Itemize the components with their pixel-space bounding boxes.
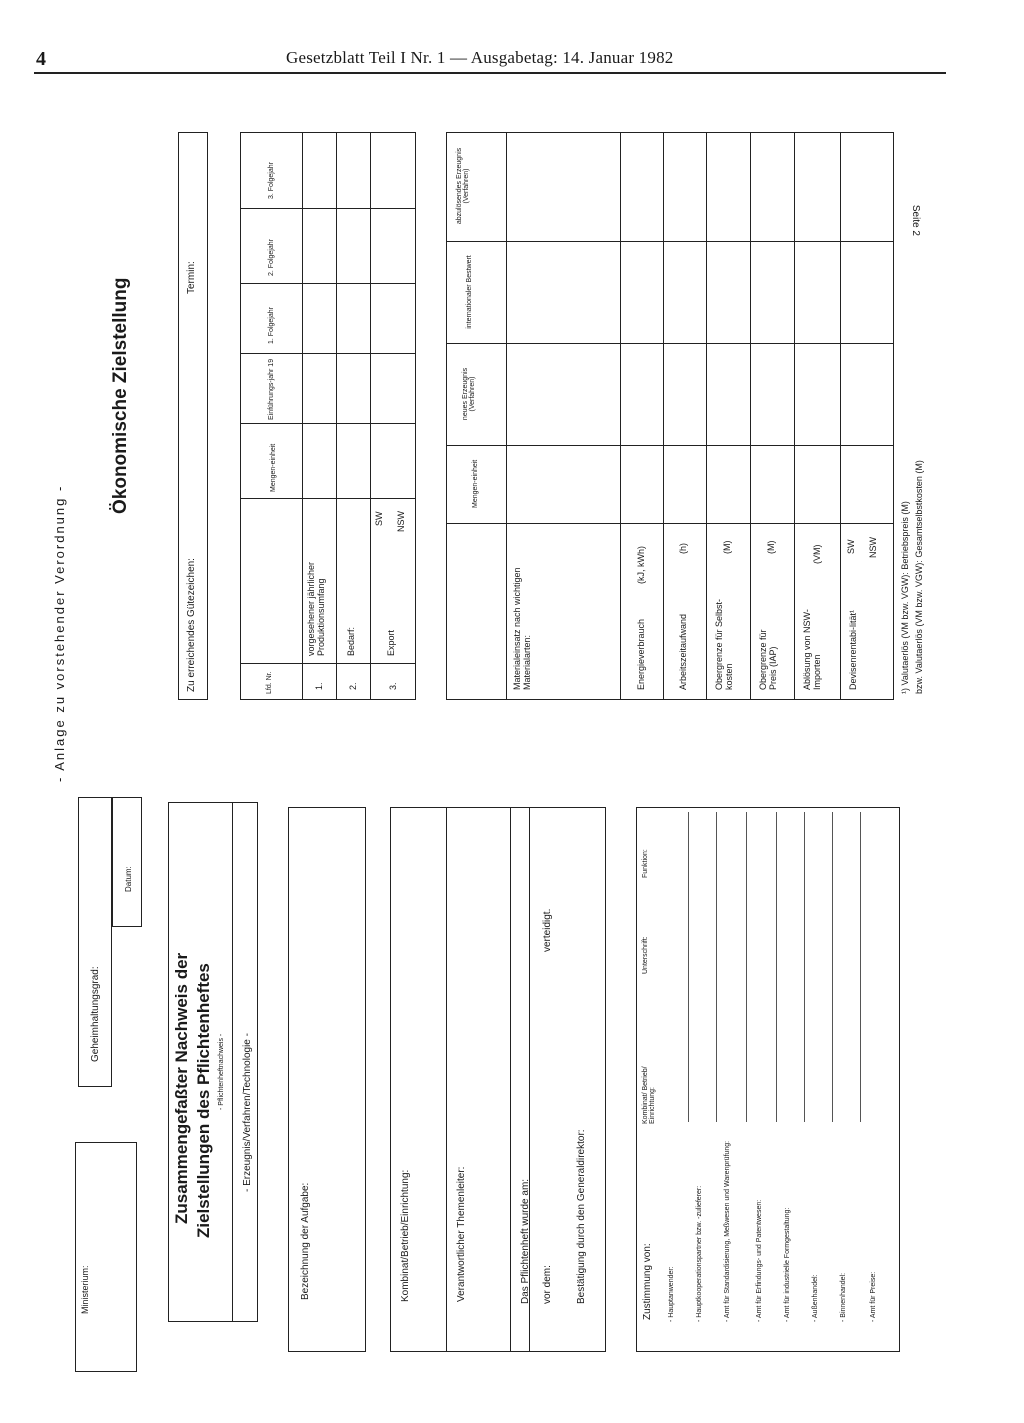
main-title-1: Zusammengefaßter Nachweis der [172,952,191,1224]
t2-row-label: Devisenrentabi-lität¹ [848,609,858,690]
t1-header: 2. Folgejahr [268,239,275,276]
verteidigt-label: verteidigt. [542,908,553,952]
kombinat-label: Kombinat/Betrieb/Einrichtung: [400,1169,411,1302]
t1-row-divider [336,132,337,700]
t2-row-unit: (M) [722,540,732,554]
t1-row-nr: 3. [388,682,398,690]
t1-divider [240,353,416,354]
t2-row-divider [506,132,507,700]
col-unterschrift-label: Unterschrift: [642,936,649,974]
t2-row-divider [620,132,621,700]
ministerium-box [75,1142,137,1372]
t1-row-nr: 2. [348,682,358,690]
t1-header: 3. Folgejahr [268,162,275,199]
page-number: 4 [36,48,46,70]
zustimmung-row: - Hauptanwender: [668,1266,675,1322]
t1-row-divider [302,132,303,700]
subtitle-erzeugnis: - Erzeugnis/Verfahren/Technologie - [242,1033,253,1192]
zustimmung-row: - Hauptkooperationspartner bzw. -zulieferer: [696,1185,703,1322]
t2-divider [446,241,894,242]
signature-line [832,812,833,1122]
t2-row-label: Arbeitszeitaufwand [678,613,688,690]
footnote-2: bzw. Valutaerlös (VM bzw. VGW): Gesamtselbstkosten (M) [914,460,924,694]
t2-row-label: Energieverbrauch [636,618,646,690]
zustimmung-row: - Amt für industrielle Formgestaltung: [784,1207,791,1322]
t2-header: internationaler Bestwert [466,255,473,329]
t2-row-divider [750,132,751,700]
oekonomische-zielstellung-form [100,124,930,704]
main-title-2: Zielstellungen des Pflichtenheftes [194,963,213,1238]
t2-row-divider [706,132,707,700]
t2-divider [446,445,894,446]
t2-sub-sw: SW [846,539,856,554]
themenleiter-label: Verantwortlicher Themenleiter: [456,1166,467,1302]
t1-divider [240,283,416,284]
termin-label: Termin: [186,261,197,294]
t1-row-nr: 1. [314,682,324,690]
t2-row-divider [794,132,795,700]
t1-row-label: vorgesehener jährlicher Produktionsumfang [306,561,326,656]
vor-dem-label: vor dem: [542,1265,553,1304]
header-rule [34,72,946,74]
t1-divider [240,423,416,424]
t1-header: Mengen-einheit [270,443,277,492]
t1-divider [240,208,416,209]
bezeichnung-label: Bezeichnung der Aufgabe: [300,1182,311,1300]
t2-divider [446,343,894,344]
pflichtenheft-am-label: Das Pflichtenheft wurde am: [520,1178,531,1304]
zustimmung-row: - Außenhandel: [812,1274,819,1322]
footnote-1: ¹) Valutaerlös (VM bzw. VGW): Betriebspreis (M) [900,501,910,694]
t1-divider [240,498,416,499]
datum-box [112,797,142,927]
t1-row-label: Export [386,629,396,656]
t2-row-divider [663,132,664,700]
col-funktion-label: Funktion: [642,849,649,878]
t2-header: neues Erzeugnis (Verfahren) [462,367,476,421]
t2-row-label: Obergrenze für Preis (IAP) [758,629,778,690]
col-kombinat-label: Kombinat/ Betrieb/ Einrichtung: [642,1066,656,1124]
signature-line [860,812,861,1122]
geheimhaltung-label: Geheimhaltungsgrad: [90,966,101,1062]
t2-row-label: Obergrenze für Selbst-kosten [714,598,734,690]
signature-line [688,812,689,1122]
signature-line [716,812,717,1122]
kombinat-divider [446,807,447,1352]
t2-row-label: Materialeinsatz nach wichtigen Materialarten: [512,567,532,690]
zielstellung-title: Ökonomische Zielstellung [110,277,131,514]
zustimmung-row: - Binnenhandel: [840,1272,847,1322]
signature-line [804,812,805,1122]
zustimmung-row: - Amt für Standardisierung, Meßwesen und Warenprüfung: [724,1140,731,1322]
guetezeichen-label: Zu erreichendes Gütezeichen: [186,558,197,692]
t1-row-divider [370,132,371,700]
signature-line [746,812,747,1122]
zustimmung-row: - Amt für Preise: [870,1271,877,1322]
gazette-title: Gesetzblatt Teil I Nr. 1 — Ausgabetag: 14. Januar 1982 [286,48,674,67]
t2-row-divider [840,132,841,700]
signature-line [776,812,777,1122]
zustimmung-row: - Amt für Erfindungs- und Patentwesen: [756,1199,763,1322]
page-header [0,0,1024,80]
production-table [240,132,416,700]
t2-header: Mengen-einheit [472,459,479,508]
annex-title: - Anlage zu vorstehender Verordnung - [52,484,67,782]
t2-header: abzulösendes Erzeugnis (Verfahren) [456,147,470,225]
t2-row-unit: (M) [766,540,776,554]
t2-row-label: Ablösung von NSW-Importen [802,609,822,690]
t1-row-label: Bedarf: [346,626,356,656]
seite-label: Seite 2 [910,204,921,236]
t2-divider [446,523,894,524]
bestaetigung-label: Bestätigung durch den Generaldirektor: [576,1129,587,1304]
subtitle-nachweis: - Pflichtenheftnachweis - [218,1033,225,1110]
t1-sub-nsw: NSW [396,511,406,532]
t1-header: Einführungs-jahr 19 [268,358,275,420]
title-divider [232,802,233,1322]
t2-row-unit: (h) [678,543,688,554]
t2-row-unit: (VM) [812,544,822,564]
datum-label: Datum: [124,866,133,892]
t2-sub-nsw: NSW [868,537,878,558]
t1-header: 1. Folgejahr [268,307,275,344]
t1-header: Lfd. Nr. [266,671,273,694]
t1-divider [240,663,416,664]
t2-row-unit: (kJ, kWh) [636,546,646,584]
t1-sub-sw: SW [374,511,384,526]
zustimmung-label: Zustimmung von: [642,1243,653,1320]
ministerium-label: Ministerium: [80,1265,90,1314]
